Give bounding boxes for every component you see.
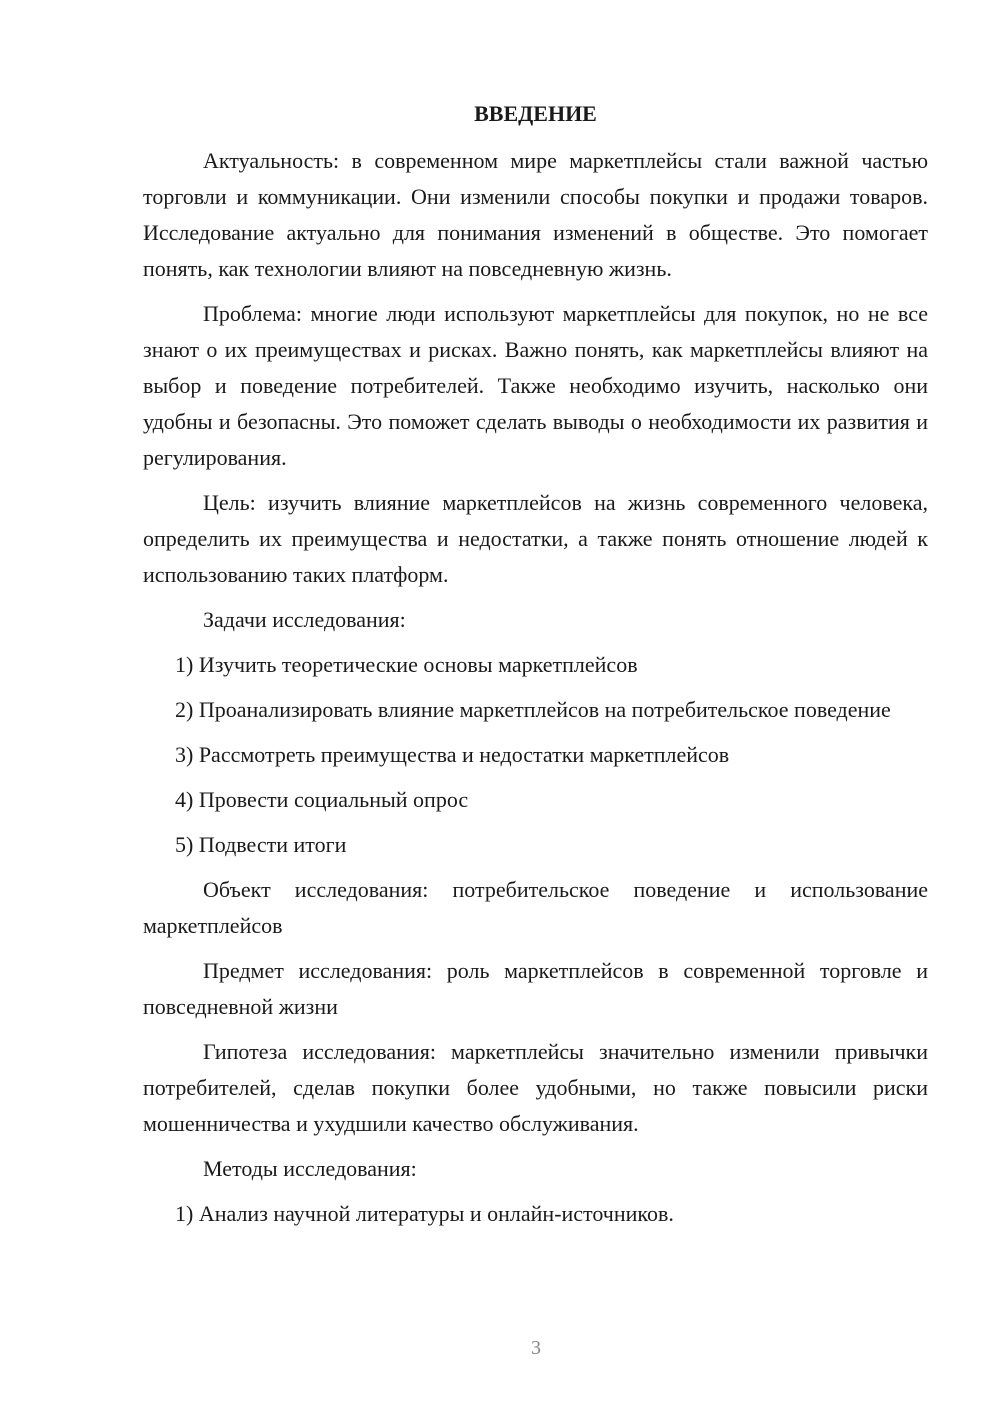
list-item: 1) Анализ научной литературы и онлайн-источников.: [175, 1201, 674, 1226]
paragraph: Задачи исследования:: [203, 607, 406, 632]
page-content: [143, 96, 928, 1241]
page-title: ВВЕДЕНИЕ: [474, 101, 597, 126]
paragraph: Актуальность: в современном мире маркетплейсы стали важной частью торговли и коммуникации. Они изменили способы покупки и продажи товаров. Исследование актуально для понимания изменений в обществе. Это помогает понять, как технологии влияют на повседневную жизнь.: [143, 148, 928, 281]
list-item: 5) Подвести итоги: [175, 832, 347, 857]
paragraph: Проблема: многие люди используют маркетплейсы для покупок, но не все знают о их преимуществах и рисках. Важно понять, как маркетплейсы влияют на выбор и поведение потребителей. Также необходимо изучить, насколько они удобны и безопасны. Это поможет сделать выводы о необходимости их развития и регулирования.: [143, 301, 928, 470]
paragraph: Методы исследования:: [203, 1156, 417, 1181]
body-text: [143, 143, 928, 1232]
paragraph: Цель: изучить влияние маркетплейсов на жизнь современного человека, определить их преимущества и недостатки, а также понять отношение людей к использованию таких платформ.: [143, 490, 928, 587]
list-item: 2) Проанализировать влияние маркетплейсов на потребительское поведение: [175, 697, 891, 722]
paragraph: Предмет исследования: роль маркетплейсов в современной торговле и повседневной жизни: [143, 958, 928, 1019]
list-item: 1) Изучить теоретические основы маркетплейсов: [175, 652, 638, 677]
paragraph: Объект исследования: потребительское поведение и использование маркетплейсов: [143, 877, 928, 938]
paragraph: Гипотеза исследования: маркетплейсы значительно изменили привычки потребителей, сделав покупки более удобными, но также повысили риски мошенничества и ухудшили качество обслуживания.: [143, 1039, 928, 1136]
list-item: 4) Провести социальный опрос: [175, 787, 469, 812]
page-number: 3: [531, 1337, 541, 1359]
list-item: 3) Рассмотреть преимущества и недостатки маркетплейсов: [175, 742, 730, 767]
